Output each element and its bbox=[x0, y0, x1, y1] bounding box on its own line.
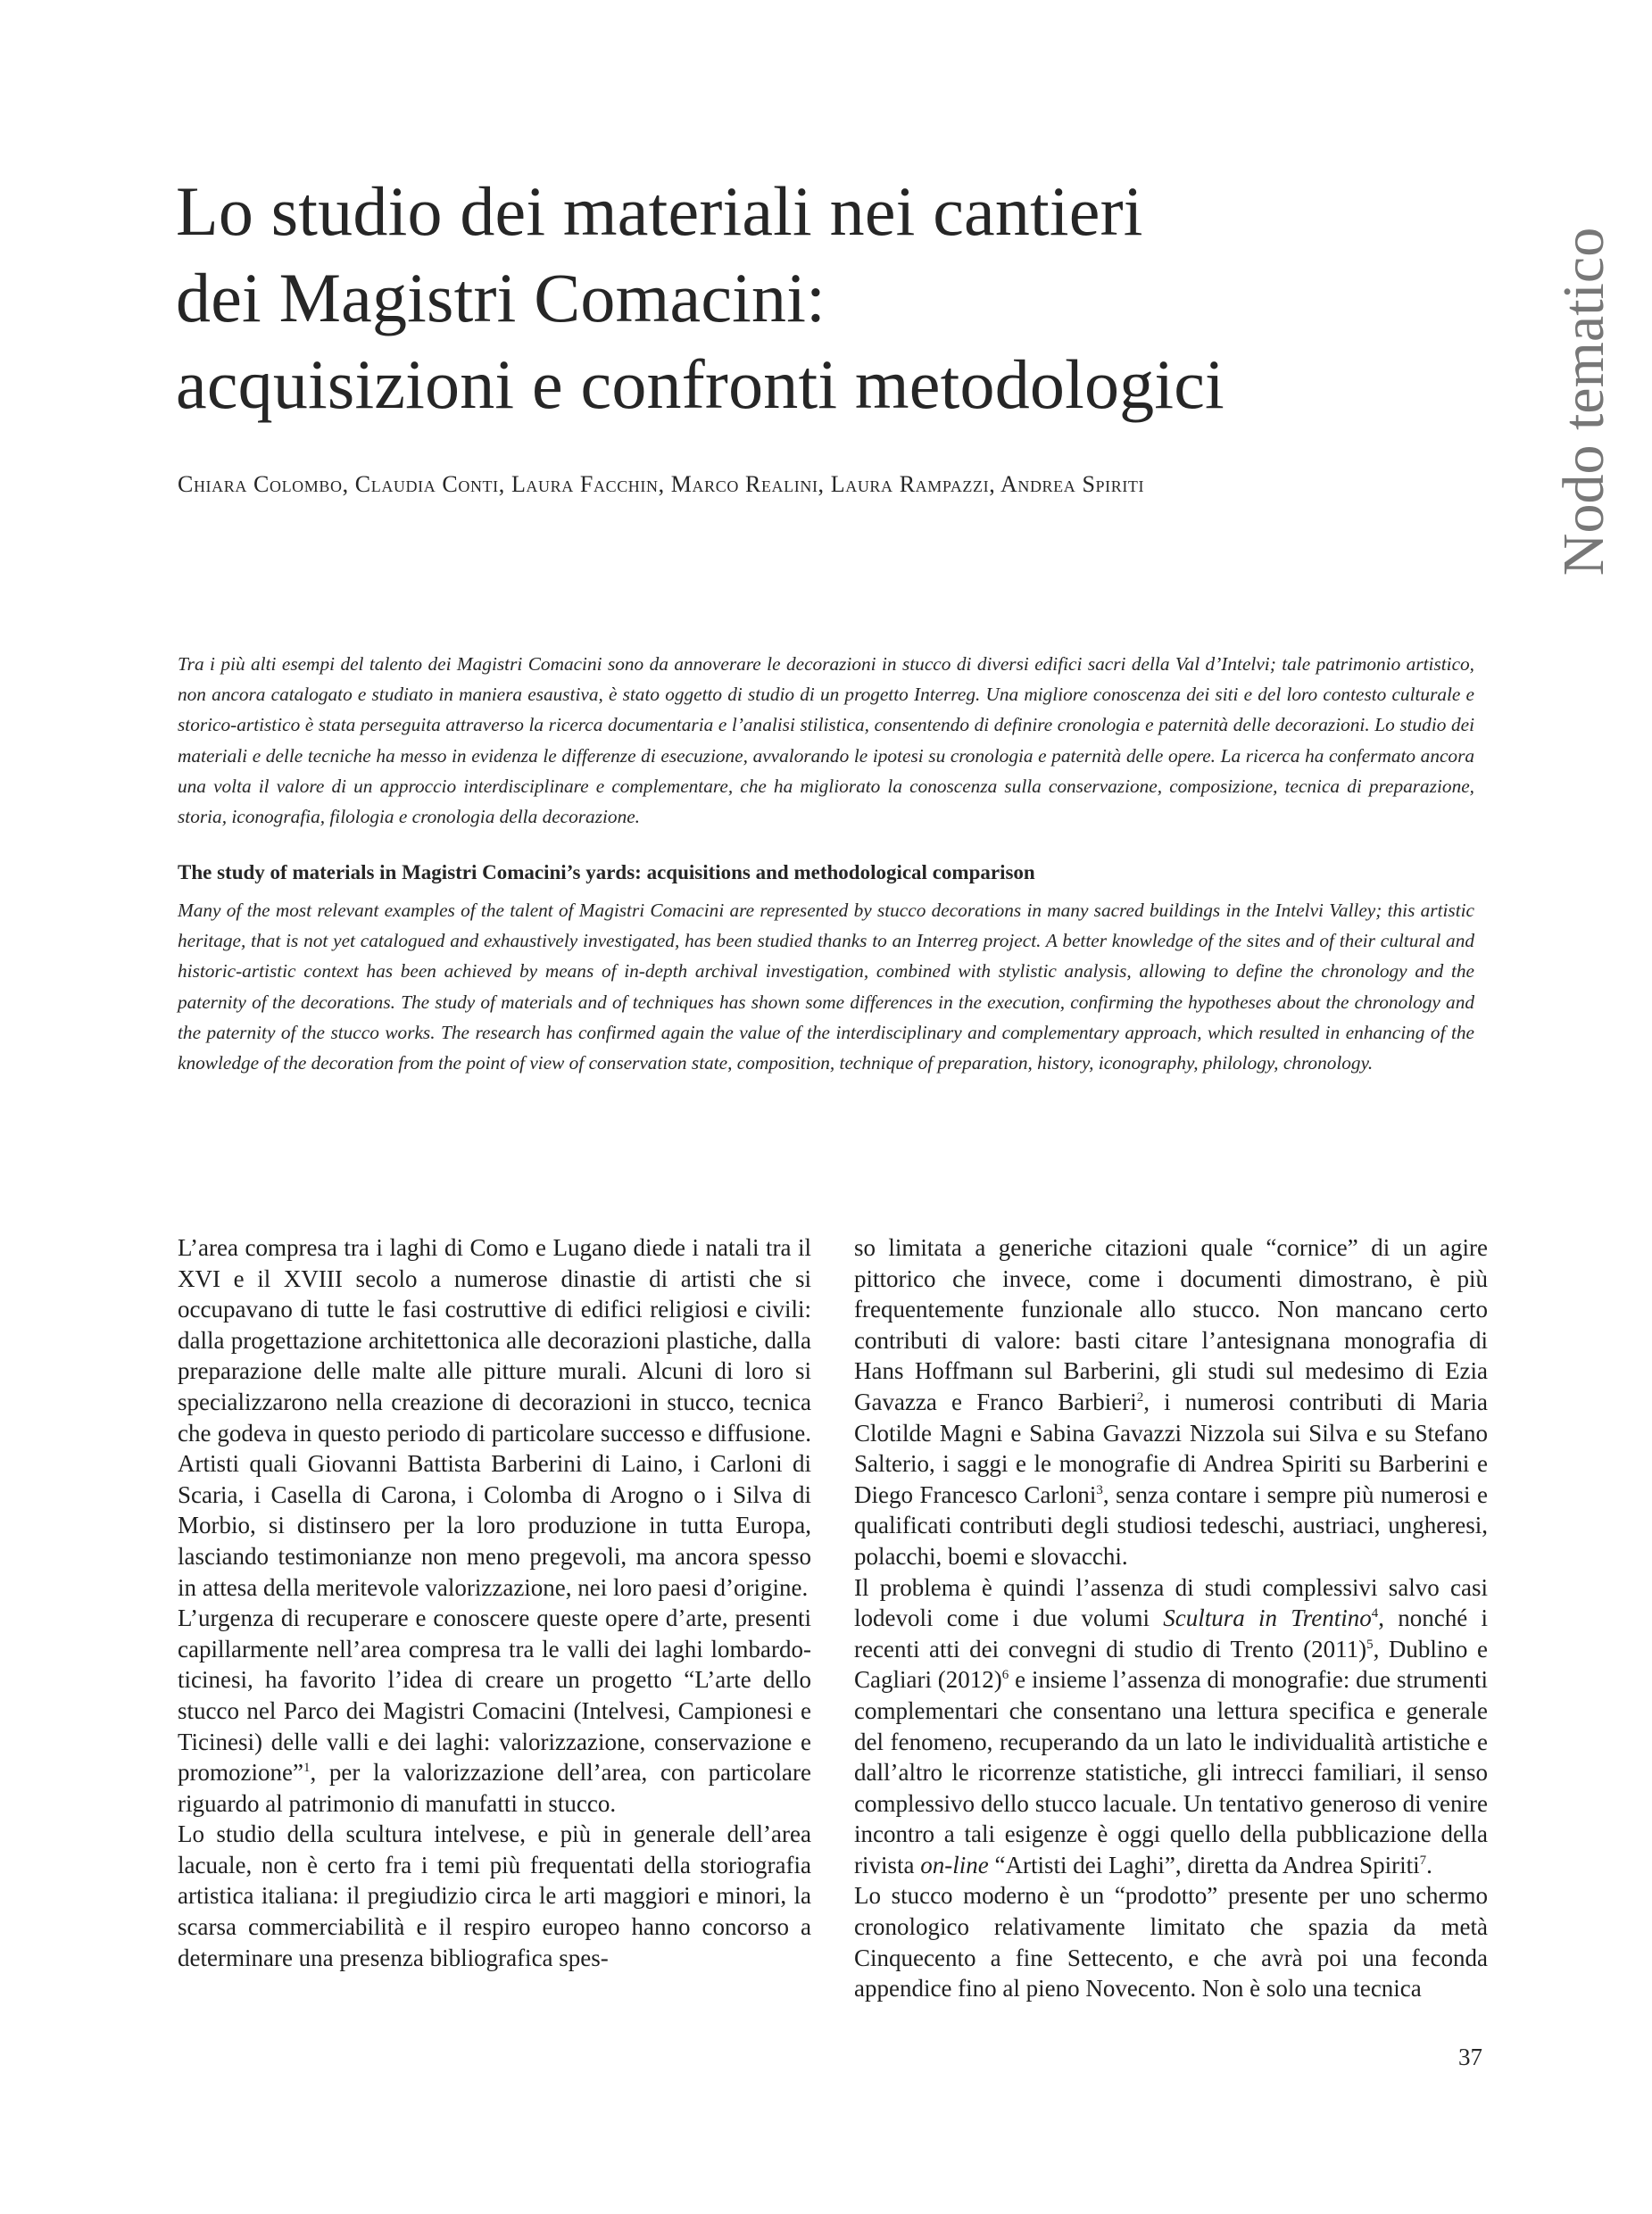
author-list: Chiara Colombo, Claudia Conti, Laura Facchin, Marco Realini, Laura Rampazzi, Andrea Spiriti bbox=[178, 471, 1145, 497]
body-paragraph bbox=[178, 1232, 811, 1603]
paragraph-text: . bbox=[1426, 1851, 1432, 1878]
side-label-text: Nodo tematico bbox=[1551, 227, 1616, 576]
italic-title: Scultura in Trentino bbox=[1163, 1605, 1372, 1632]
body-paragraph bbox=[854, 1232, 1488, 1572]
body-paragraph bbox=[178, 1603, 811, 1819]
body-paragraph bbox=[854, 1880, 1488, 2003]
footnote-ref[interactable]: 3 bbox=[1096, 1482, 1103, 1497]
english-title: The study of materials in Magistri Comacini’s yards: acquisitions and methodological comparison bbox=[178, 861, 1035, 883]
paragraph-text: so limitata a generiche citazioni quale “cornice” di un agire pittorico che invece, come i documenti dimostrano, è più frequentemente funzionale allo stucco. Non mancano certo contributi di valore: basti citare l’antesignana monografia di Hans Hoffmann sul Barberini, gli studi sul medesimo di Ezia Gavazza e Franco Barbieri bbox=[854, 1234, 1488, 1415]
article-title bbox=[176, 168, 1515, 427]
body-column-left bbox=[178, 1232, 811, 1973]
paragraph-text: Lo stucco moderno è un “prodotto” presente per uno schermo cronologico relativamente limitato che spazia da metà Cinquecento a fine Settecento, e che avrà poi una feconda appendice fino al pieno Novecento. Non è solo una tecnica bbox=[854, 1882, 1488, 2003]
paragraph-text: Lo studio della scultura intelvese, e più in generale dell’area lacuale, non è certo fra i temi più frequentati della storiografia artistica italiana: il pregiudizio circa le arti maggiori e minori, la scarsa commerciabilità e il respiro europeo hanno concorso a determinare una presenza bibliografica spes- bbox=[178, 1820, 811, 1971]
abstract-italian: Tra i più alti esempi del talento dei Magistri Comacini sono da annoverare le decorazioni in stucco di diversi edifici sacri della Val d’Intelvi; tale patrimonio artistico, non ancora catalogato e studiato in maniera esaustiva, è stato oggetto di studio di un progetto Interreg. Una migliore conoscenza dei siti e del loro contesto culturale e storico-artistico è stata perseguita attraverso la ricerca documentaria e l’analisi stilistica, consentendo di definire cronologia e paternità delle decorazioni. Lo studio dei materiali e delle tecniche ha messo in evidenza le differenze di esecuzione, avvalorando le ipotesi su cronologia e paternità delle opere. La ricerca ha confermato ancora una volta il valore di un approccio interdisciplinare e complementare, che ha migliorato la conoscenza sulla conservazione, composizione, tecnica di preparazione, storia, iconografia, filologia e cronologia della decorazione. bbox=[178, 653, 1474, 828]
page-number: 37 bbox=[1458, 2044, 1482, 2070]
paragraph-text: e insieme l’assenza di monografie: due strumenti complementari che consentano una lettura specifica e generale del fenomeno, recuperando da un lato le individualità artistiche e dall’altro le ricorrenze statistiche, gli intrecci familiari, il senso complessivo dello stucco lacuale. Un tentativo generoso di venire incontro a tali esigenze è oggi quello della pubblicazione della rivista bbox=[854, 1666, 1488, 1878]
title-line-2: dei Magistri Comacini: bbox=[176, 259, 826, 336]
body-column-right bbox=[854, 1232, 1488, 2004]
footnote-ref[interactable]: 1 bbox=[303, 1761, 311, 1776]
footnote-ref[interactable]: 7 bbox=[1419, 1853, 1427, 1868]
paragraph-text: , senza contare i sempre più numerosi e qualificati contributi degli studiosi tedeschi, austriaci, ungheresi, polacchi, boemi e slovacchi. bbox=[854, 1480, 1489, 1570]
paragraph-text: , Dublino e Cagliari (2012) bbox=[854, 1635, 1488, 1694]
title-line-1: Lo studio dei materiali nei cantieri bbox=[176, 172, 1143, 250]
paragraph-text: “Artisti dei Laghi”, diretta da Andrea Spiriti bbox=[988, 1851, 1420, 1878]
footnote-ref[interactable]: 6 bbox=[1001, 1668, 1009, 1683]
section-side-label bbox=[1548, 214, 1620, 589]
abstract-english: Many of the most relevant examples of the talent of Magistri Comacini are represented by stucco decorations in many sacred buildings in the Intelvi Valley; this artistic heritage, that is not yet catalogued and exhaustively investigated, has been studied thanks to an Interreg project. A better knowledge of the sites and of their cultural and historic-artistic context has been achieved by means of in-depth archival investigation, combined with stylistic analysis, allowing to define the chronology and the paternity of the decorations. The study of materials and of techniques has shown some differences in the execution, confirming the hypotheses about the chronology and the paternity of the stucco works. The research has confirmed again the value of the interdisciplinary and complementary approach, which resulted in enhancing of the knowledge of the decoration from the point of view of conservation state, composition, technique of preparation, history, iconography, philology, chronology. bbox=[178, 900, 1474, 1074]
footnote-ref[interactable]: 2 bbox=[1136, 1389, 1144, 1405]
paragraph-text: , i numerosi contributi di Maria Clotilde Magni e Sabina Gavazzi Nizzola sui Silva e su Stefano Salterio, i saggi e le monografie di Andrea Spiriti su Barberini e Diego Francesco Carloni bbox=[854, 1388, 1488, 1508]
paragraph-text: , per la valorizzazione dell’area, con particolare riguardo al patrimonio di manufatti in stucco. bbox=[178, 1759, 811, 1817]
paragraph-text: L’urgenza di recuperare e conoscere queste opere d’arte, presenti capillarmente nell’area compresa tra le valli dei laghi lombardo-ticinesi, ha favorito l’idea di creare un progetto “L’arte dello stucco nel Parco dei Magistri Comacini (Intelvesi, Campionesi e Ticinesi) delle valli e dei laghi: valorizzazione, conservazione e promozione” bbox=[178, 1605, 811, 1787]
footnote-ref[interactable]: 4 bbox=[1371, 1606, 1379, 1621]
footnote-ref[interactable]: 5 bbox=[1366, 1637, 1374, 1652]
paragraph-text: , nonché i recenti atti dei convegni di studio di Trento (2011) bbox=[854, 1605, 1488, 1663]
body-paragraph bbox=[854, 1572, 1488, 1881]
italic-term: on-line bbox=[920, 1851, 989, 1878]
title-line-3: acquisizioni e confronti metodologici bbox=[176, 345, 1224, 423]
body-paragraph bbox=[178, 1819, 811, 1973]
paragraph-text: Il problema è quindi l’assenza di studi complessivi salvo casi lodevoli come i due volumi bbox=[854, 1573, 1488, 1632]
paragraph-text: L’area compresa tra i laghi di Como e Lugano diede i natali tra il XVI e il XVIII secolo a numerose dinastie di artisti che si occupavano di tutte le fasi costruttive di edifici religiosi e civili: dalla progettazione architettonica alle decorazioni plastiche, dalla preparazione delle malte alle pitture murali. Alcuni di loro si specializzarono nella creazione di decorazioni in stucco, tecnica che godeva in questo periodo di particolare successo e diffusione. Artisti quali Giovanni Battista Barberini di Laino, i Carloni di Scaria, i Casella di Carona, i Colomba di Arogno o i Silva di Morbio, si distinsero per la loro produzione in tutta Europa, lasciando testimonianze non meno pregevoli, ma ancora spesso in attesa della meritevole valorizzazione, nei loro paesi d’origine. bbox=[178, 1234, 811, 1601]
